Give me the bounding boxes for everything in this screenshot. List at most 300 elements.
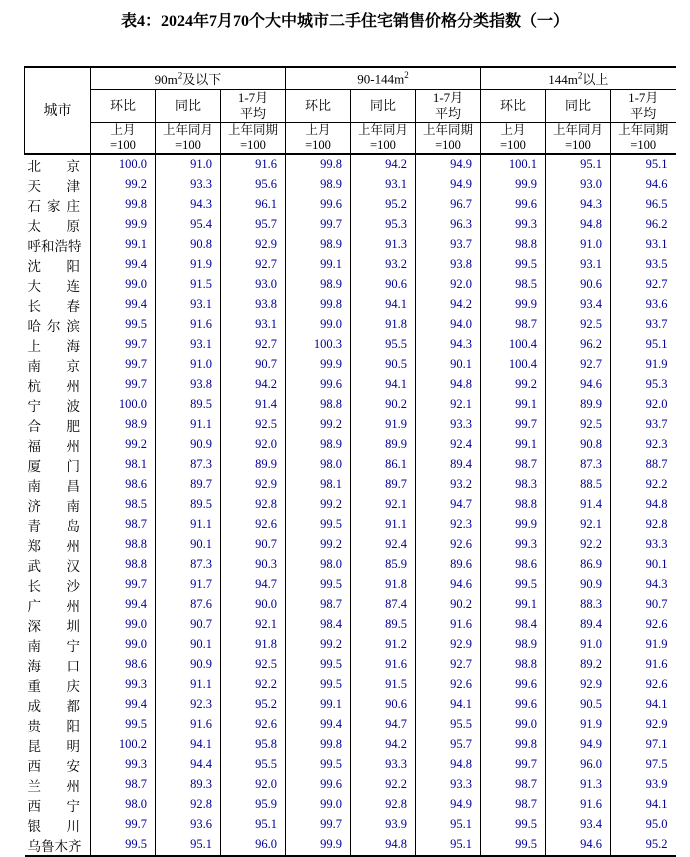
index-value: 92.7	[611, 275, 676, 295]
metric-header-avg: 1-7月 平均	[611, 89, 676, 122]
city-name-char: 口	[66, 658, 80, 674]
city-name-char: 浩	[54, 238, 68, 254]
index-value: 93.3	[416, 775, 481, 795]
index-value: 91.3	[351, 235, 416, 255]
table-row	[25, 215, 676, 235]
city-name-char: 州	[66, 438, 80, 454]
city-name	[25, 235, 91, 255]
table-row	[25, 675, 676, 695]
index-value: 98.8	[286, 395, 351, 415]
index-value: 90.9	[546, 575, 611, 595]
index-value: 100.4	[481, 355, 546, 375]
index-value: 98.7	[481, 795, 546, 815]
city-column-header: 城市	[25, 67, 91, 154]
index-value: 92.5	[546, 315, 611, 335]
metric-header-avg: 1-7月 平均	[416, 89, 481, 122]
index-value: 99.6	[481, 195, 546, 215]
index-value: 94.8	[611, 495, 676, 515]
base-header-same-period-last-year: 上年同期 =100	[611, 122, 676, 154]
index-value: 90.3	[221, 555, 286, 575]
index-value: 92.5	[221, 655, 286, 675]
index-value: 92.2	[611, 475, 676, 495]
city-name-char: 州	[66, 378, 80, 394]
index-value: 91.0	[546, 235, 611, 255]
city-name	[25, 435, 91, 455]
index-value: 90.7	[156, 615, 221, 635]
index-value: 94.2	[351, 735, 416, 755]
index-value: 93.3	[156, 175, 221, 195]
table-row	[25, 695, 676, 715]
index-value: 91.6	[156, 315, 221, 335]
index-value: 100.0	[91, 154, 156, 175]
index-value: 94.1	[611, 695, 676, 715]
index-value: 99.4	[91, 695, 156, 715]
index-value: 91.0	[156, 154, 221, 175]
city-name-char: 昆	[27, 738, 41, 754]
index-value: 94.3	[611, 575, 676, 595]
index-value: 94.0	[416, 315, 481, 335]
city-name-char: 重	[27, 678, 41, 694]
base-header-same-month-last-year: 上年同月 =100	[546, 122, 611, 154]
index-value: 95.5	[416, 715, 481, 735]
city-name-char: 昌	[66, 478, 80, 494]
table-row	[25, 735, 676, 755]
city-name-char: 广	[27, 598, 41, 614]
table-row	[25, 415, 676, 435]
index-value: 95.1	[156, 835, 221, 856]
index-value: 95.1	[611, 335, 676, 355]
index-value: 99.5	[481, 255, 546, 275]
table-row	[25, 575, 676, 595]
index-value: 91.5	[156, 275, 221, 295]
city-name-char: 阳	[66, 718, 80, 734]
index-value: 99.9	[91, 215, 156, 235]
index-value: 93.6	[156, 815, 221, 835]
index-value: 93.2	[416, 475, 481, 495]
index-value: 93.0	[546, 175, 611, 195]
index-value: 99.5	[91, 715, 156, 735]
index-value: 96.0	[546, 755, 611, 775]
index-value: 93.8	[221, 295, 286, 315]
table-row	[25, 635, 676, 655]
index-value: 93.6	[611, 295, 676, 315]
index-value: 100.0	[91, 395, 156, 415]
index-value: 99.9	[481, 515, 546, 535]
index-value: 92.3	[416, 515, 481, 535]
index-value: 92.1	[221, 615, 286, 635]
index-value: 99.7	[286, 815, 351, 835]
city-name-char: 尔	[47, 318, 61, 334]
index-value: 98.4	[481, 615, 546, 635]
index-value: 98.1	[286, 475, 351, 495]
city-name-char: 南	[27, 358, 41, 374]
index-value: 94.1	[416, 695, 481, 715]
index-value: 92.6	[416, 675, 481, 695]
table-row	[25, 515, 676, 535]
index-value: 90.8	[156, 235, 221, 255]
index-value: 93.1	[156, 295, 221, 315]
city-name-char: 州	[66, 778, 80, 794]
base-header-same-month-last-year: 上年同月 =100	[351, 122, 416, 154]
price-index-table	[24, 66, 676, 857]
index-value: 99.5	[286, 655, 351, 675]
metric-header-mom: 环比	[91, 89, 156, 122]
city-name	[25, 775, 91, 795]
group-header-144-above	[481, 67, 676, 89]
index-value: 91.5	[351, 675, 416, 695]
index-value: 99.7	[91, 375, 156, 395]
index-value: 93.1	[546, 255, 611, 275]
index-value: 87.4	[351, 595, 416, 615]
index-value: 99.7	[91, 355, 156, 375]
index-value: 91.1	[351, 515, 416, 535]
index-value: 99.0	[481, 715, 546, 735]
index-value: 96.5	[611, 195, 676, 215]
index-value: 90.5	[546, 695, 611, 715]
index-value: 89.9	[221, 455, 286, 475]
city-name	[25, 695, 91, 715]
index-value: 99.5	[286, 515, 351, 535]
index-value: 98.9	[286, 435, 351, 455]
city-name	[25, 635, 91, 655]
index-value: 93.7	[611, 315, 676, 335]
index-value: 99.2	[286, 535, 351, 555]
city-name-char: 宁	[66, 638, 80, 654]
index-value: 99.8	[91, 195, 156, 215]
index-value: 94.1	[611, 795, 676, 815]
table-row	[25, 395, 676, 415]
index-value: 96.3	[416, 215, 481, 235]
city-name	[25, 835, 91, 856]
index-value: 90.6	[546, 275, 611, 295]
index-value: 91.0	[546, 635, 611, 655]
index-value: 98.7	[286, 595, 351, 615]
city-name	[25, 495, 91, 515]
index-value: 98.9	[481, 635, 546, 655]
metric-header-avg: 1-7月 平均	[221, 89, 286, 122]
index-value: 95.0	[611, 815, 676, 835]
index-value: 94.3	[416, 335, 481, 355]
index-value: 92.2	[351, 775, 416, 795]
index-value: 99.2	[286, 495, 351, 515]
metric-header-yoy: 同比	[156, 89, 221, 122]
index-value: 92.8	[156, 795, 221, 815]
index-value: 95.5	[351, 335, 416, 355]
table-row	[25, 335, 676, 355]
index-value: 90.5	[351, 355, 416, 375]
city-name-char: 福	[27, 438, 41, 454]
city-name	[25, 315, 91, 335]
superscript-2: 2	[177, 70, 183, 81]
index-value: 99.8	[286, 295, 351, 315]
table-body	[25, 154, 676, 856]
table-row	[25, 815, 676, 835]
group-label: 90-144m	[357, 70, 405, 86]
city-name	[25, 615, 91, 635]
base-header-prev-month: 上月 =100	[91, 122, 156, 154]
index-value: 88.3	[546, 595, 611, 615]
index-value: 86.9	[546, 555, 611, 575]
metric-header-yoy: 同比	[546, 89, 611, 122]
index-value: 89.2	[546, 655, 611, 675]
city-name-char: 肥	[66, 418, 80, 434]
city-name-char: 庆	[66, 678, 80, 694]
index-value: 93.7	[611, 415, 676, 435]
table-row	[25, 475, 676, 495]
index-value: 99.2	[286, 415, 351, 435]
city-name-char: 州	[66, 538, 80, 554]
city-name-char: 合	[27, 418, 41, 434]
index-value: 88.7	[611, 455, 676, 475]
index-value: 99.6	[286, 375, 351, 395]
index-value: 95.3	[351, 215, 416, 235]
index-value: 92.1	[351, 495, 416, 515]
city-name-char: 京	[66, 158, 80, 174]
city-name-char: 庄	[66, 198, 80, 214]
index-value: 92.0	[416, 275, 481, 295]
index-value: 99.2	[91, 175, 156, 195]
index-value: 94.2	[221, 375, 286, 395]
city-name	[25, 255, 91, 275]
index-value: 93.7	[416, 235, 481, 255]
index-value: 93.1	[351, 175, 416, 195]
index-value: 98.7	[481, 315, 546, 335]
city-name-char: 石	[27, 198, 41, 214]
city-name-char: 天	[27, 178, 41, 194]
group-header-90-144	[286, 67, 481, 89]
index-value: 91.6	[156, 715, 221, 735]
index-value: 92.9	[416, 635, 481, 655]
index-value: 99.0	[286, 315, 351, 335]
index-value: 97.5	[611, 755, 676, 775]
index-value: 98.9	[91, 415, 156, 435]
index-value: 98.8	[481, 495, 546, 515]
table-row	[25, 835, 676, 856]
city-name	[25, 755, 91, 775]
index-value: 94.9	[416, 795, 481, 815]
index-value: 95.4	[156, 215, 221, 235]
city-name-char: 哈	[27, 318, 41, 334]
city-name	[25, 575, 91, 595]
index-value: 91.9	[156, 255, 221, 275]
city-name-char: 圳	[66, 618, 80, 634]
index-value: 93.5	[611, 255, 676, 275]
index-value: 93.9	[351, 815, 416, 835]
base-header-same-period-last-year: 上年同期 =100	[221, 122, 286, 154]
index-value: 90.7	[611, 595, 676, 615]
index-value: 99.5	[481, 575, 546, 595]
city-name	[25, 375, 91, 395]
index-value: 95.3	[611, 375, 676, 395]
city-name-char: 大	[27, 278, 41, 294]
index-value: 99.4	[91, 255, 156, 275]
city-name-char: 兰	[27, 778, 41, 794]
city-name-char: 都	[66, 698, 80, 714]
index-value: 91.8	[351, 575, 416, 595]
index-value: 100.4	[481, 335, 546, 355]
table-row	[25, 775, 676, 795]
index-value: 99.0	[91, 635, 156, 655]
index-value: 94.9	[416, 154, 481, 175]
city-name-char: 鲁	[41, 838, 55, 854]
city-name-char: 津	[66, 178, 80, 194]
index-value: 90.6	[351, 695, 416, 715]
city-name-char: 呼	[27, 238, 41, 254]
index-value: 91.8	[351, 315, 416, 335]
index-value: 99.3	[91, 675, 156, 695]
index-value: 94.7	[416, 495, 481, 515]
index-value: 94.3	[156, 195, 221, 215]
index-value: 99.3	[481, 535, 546, 555]
index-value: 92.6	[221, 715, 286, 735]
city-name	[25, 195, 91, 215]
index-value: 99.3	[481, 215, 546, 235]
index-value: 95.5	[221, 755, 286, 775]
city-name-char: 郑	[27, 538, 41, 554]
index-value: 92.7	[221, 335, 286, 355]
table-row	[25, 615, 676, 635]
index-value: 93.3	[351, 755, 416, 775]
page-title: 表4：2024年7月70个大中城市二手住宅销售价格分类指数（一）	[120, 13, 569, 30]
index-value: 90.1	[156, 635, 221, 655]
table-row	[25, 355, 676, 375]
city-name-char: 滨	[66, 318, 80, 334]
index-value: 95.1	[416, 835, 481, 856]
city-name	[25, 535, 91, 555]
index-value: 91.9	[611, 355, 676, 375]
index-value: 92.6	[221, 515, 286, 535]
index-value: 99.9	[481, 295, 546, 315]
index-value: 92.4	[416, 435, 481, 455]
index-value: 95.1	[546, 154, 611, 175]
index-value: 92.5	[546, 415, 611, 435]
city-name-char: 济	[27, 498, 41, 514]
index-value: 99.1	[481, 395, 546, 415]
index-value: 98.3	[481, 475, 546, 495]
index-value: 98.0	[286, 555, 351, 575]
index-value: 95.7	[221, 215, 286, 235]
index-value: 99.7	[286, 215, 351, 235]
index-value: 98.6	[91, 655, 156, 675]
city-name	[25, 415, 91, 435]
index-value: 99.4	[286, 715, 351, 735]
index-value: 98.1	[91, 455, 156, 475]
index-value: 94.8	[351, 835, 416, 856]
index-value: 98.0	[286, 455, 351, 475]
index-value: 99.2	[481, 375, 546, 395]
index-value: 98.8	[481, 655, 546, 675]
index-value: 92.6	[611, 675, 676, 695]
index-value: 100.3	[286, 335, 351, 355]
index-value: 90.0	[221, 595, 286, 615]
table-row	[25, 755, 676, 775]
city-name	[25, 675, 91, 695]
superscript-2: 2	[577, 70, 583, 81]
group-label: 以上	[582, 71, 609, 87]
index-value: 98.5	[481, 275, 546, 295]
city-name-char: 厦	[27, 458, 41, 474]
city-name-char: 春	[66, 298, 80, 314]
index-value: 91.9	[546, 715, 611, 735]
index-value: 99.8	[286, 154, 351, 175]
index-value: 95.7	[416, 735, 481, 755]
table-row	[25, 795, 676, 815]
city-name-char: 京	[66, 358, 80, 374]
index-value: 85.9	[351, 555, 416, 575]
index-value: 99.1	[286, 255, 351, 275]
index-value: 99.2	[91, 435, 156, 455]
index-value: 90.9	[156, 655, 221, 675]
index-value: 92.2	[546, 535, 611, 555]
group-header-90-and-below	[91, 67, 286, 89]
index-value: 91.1	[156, 415, 221, 435]
metric-header-row	[25, 89, 676, 122]
index-value: 91.2	[351, 635, 416, 655]
index-value: 98.6	[91, 475, 156, 495]
index-value: 98.7	[91, 515, 156, 535]
city-name-char: 宁	[66, 798, 80, 814]
index-value: 91.9	[611, 635, 676, 655]
index-value: 92.9	[546, 675, 611, 695]
city-name	[25, 455, 91, 475]
index-value: 89.9	[546, 395, 611, 415]
index-value: 90.7	[221, 535, 286, 555]
index-value: 86.1	[351, 455, 416, 475]
table-row	[25, 535, 676, 555]
city-name	[25, 275, 91, 295]
index-value: 98.9	[286, 275, 351, 295]
index-value: 93.3	[611, 535, 676, 555]
table-row	[25, 154, 676, 175]
index-value: 91.6	[221, 154, 286, 175]
index-value: 92.0	[221, 435, 286, 455]
index-value: 92.6	[416, 535, 481, 555]
index-value: 89.7	[351, 475, 416, 495]
index-value: 92.8	[221, 495, 286, 515]
index-value: 89.5	[156, 495, 221, 515]
index-value: 91.6	[546, 795, 611, 815]
index-value: 93.8	[156, 375, 221, 395]
index-value: 95.2	[221, 695, 286, 715]
index-value: 99.0	[91, 615, 156, 635]
city-name-char: 明	[66, 738, 80, 754]
index-value: 90.1	[611, 555, 676, 575]
index-value: 98.4	[286, 615, 351, 635]
index-value: 99.1	[286, 695, 351, 715]
table-row	[25, 195, 676, 215]
city-name	[25, 815, 91, 835]
index-value: 99.1	[481, 435, 546, 455]
index-value: 94.8	[416, 375, 481, 395]
index-value: 89.3	[156, 775, 221, 795]
index-value: 89.7	[156, 475, 221, 495]
index-value: 92.7	[546, 355, 611, 375]
table-row	[25, 595, 676, 615]
index-value: 91.1	[156, 515, 221, 535]
city-name-char: 特	[68, 238, 82, 254]
index-value: 92.1	[546, 515, 611, 535]
index-value: 92.4	[351, 535, 416, 555]
index-value: 89.9	[351, 435, 416, 455]
index-value: 99.5	[481, 835, 546, 856]
city-name-char: 齐	[68, 838, 82, 854]
index-value: 99.5	[481, 815, 546, 835]
index-value: 94.7	[351, 715, 416, 735]
city-name	[25, 175, 91, 195]
city-name	[25, 655, 91, 675]
city-name	[25, 215, 91, 235]
index-value: 98.7	[481, 775, 546, 795]
